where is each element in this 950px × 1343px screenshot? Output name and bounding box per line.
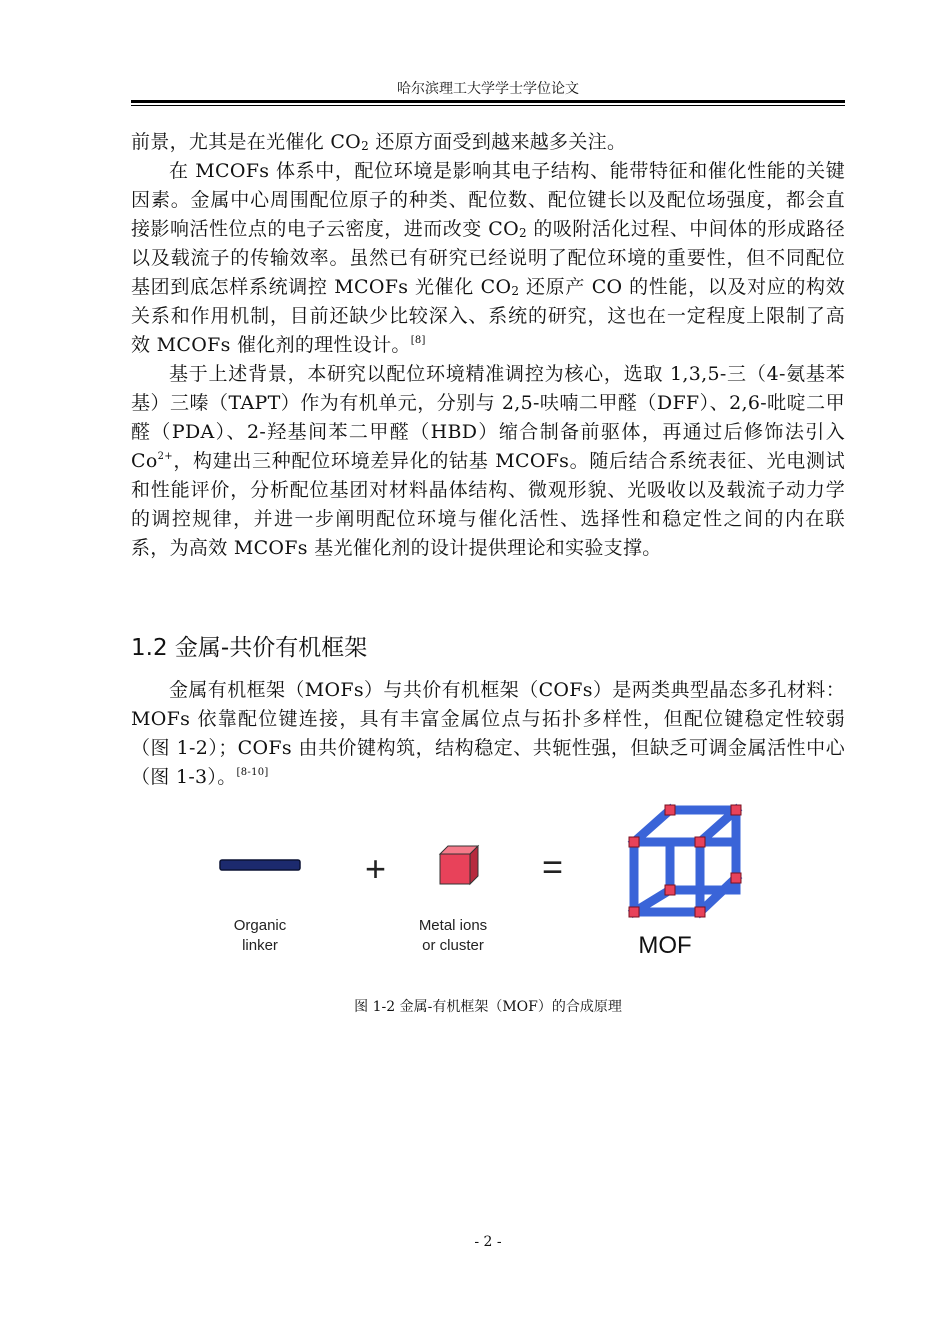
equals-sign: = — [542, 846, 564, 887]
linker-label — [210, 916, 310, 956]
paragraph-3b: ，构建出三种配位环境差异化的钴基 MCOFs。随后结合系统表征、光电测试和性能评价，分析配位基团对材料晶体结构、微观形貌、光吸收以及载流子动力学的调控规律，并进一步阐明配位环境与催化活性、选择性和稳定性之间的内在联系，为高效 MCOFs 基光催化剂的设计提供理论和实验支撑。 — [131, 450, 845, 559]
paragraph-1 — [131, 128, 845, 157]
mof-frame — [634, 810, 736, 912]
metal-label-line-2: or cluster — [422, 937, 484, 954]
header-rule-thick — [131, 100, 845, 103]
header-rule-thin — [131, 105, 845, 106]
paragraph-4-text: 金属有机框架（MOFs）与共价有机框架（COFs）是两类典型晶态多孔材料：MOFs 依靠配位键连接，具有丰富金属位点与拓扑多样性，但配位键稳定性较弱（图 1-2）；COFs 由共价键构筑，结构稳定、共轭性强，但缺乏可调金属活性中心（图 1-3）。 — [131, 679, 845, 788]
figure-caption: 图 1-2 金属-有机框架（MOF）的合成原理 — [354, 999, 622, 1015]
paragraph-3 — [131, 360, 845, 563]
subscript: 2 — [361, 139, 369, 153]
section-heading: 1.2 金属-共价有机框架 — [131, 635, 368, 661]
plus-sign: + — [365, 848, 387, 889]
superscript: 2+ — [157, 451, 173, 462]
paragraph-2 — [131, 157, 845, 360]
paragraph-1-text: 前景，尤其是在光催化 CO — [131, 131, 362, 153]
subscript: 2 — [518, 226, 527, 240]
citation-ref: [8-10] — [236, 767, 269, 778]
mof-synthesis-figure — [200, 790, 760, 970]
subscript: 2 — [511, 284, 520, 298]
metal-cube — [440, 846, 478, 884]
linker-label-line-2: linker — [242, 937, 278, 954]
page-number: - 2 - — [474, 1234, 502, 1250]
paragraph-2a: 在 MCOFs 体系中，配位环境是影响其电子结构、能带特征和催化性能的关键因素。金属中心周围配位原子的种类、配位数、配位键长以及配位场强度，都会直接影响活性位点的电子云密度，进而改变 CO — [131, 160, 845, 240]
paragraph-1-end: 还原方面受到越来越多关注。 — [369, 131, 627, 153]
running-header: 哈尔滨理工大学学士学位论文 — [397, 81, 579, 97]
linker-label-line-1: Organic — [233, 917, 287, 934]
paragraph-2c: 还原产 CO 的性能，以及对应的构效关系和作用机制，目前还缺少比较深入、系统的研究，这也在一定程度上限制了高效 MCOFs 催化剂的理性设计。 — [131, 276, 846, 356]
metal-label-line-1: Metal ions — [418, 917, 488, 934]
paragraph-2b: 的吸附活化过程、中间体的形成路径以及载流子的传输效率。虽然已有研究已经说明了配位环境的重要性，但不同配位基团到底怎样系统调控 MCOFs 光催化 CO — [131, 218, 845, 298]
body-block-1 — [131, 128, 845, 563]
metal-label — [403, 916, 503, 956]
body-block-2 — [131, 676, 845, 792]
paragraph-4 — [131, 676, 845, 792]
mof-label: MOF — [638, 932, 692, 959]
citation-ref: [8] — [410, 335, 426, 346]
organic-linker-bar — [220, 860, 300, 870]
paragraph-3a: 基于上述背景，本研究以配位环境精准调控为核心，选取 1,3,5-三（4-氨基苯基）三嗪（TAPT）作为有机单元，分别与 2,5-呋喃二甲醛（DFF）、2,6-吡啶二甲醛（PDA）、2-羟基间苯二甲醛（HBD）缩合制备前驱体，再通过后修饰法引入 Co — [131, 363, 845, 472]
